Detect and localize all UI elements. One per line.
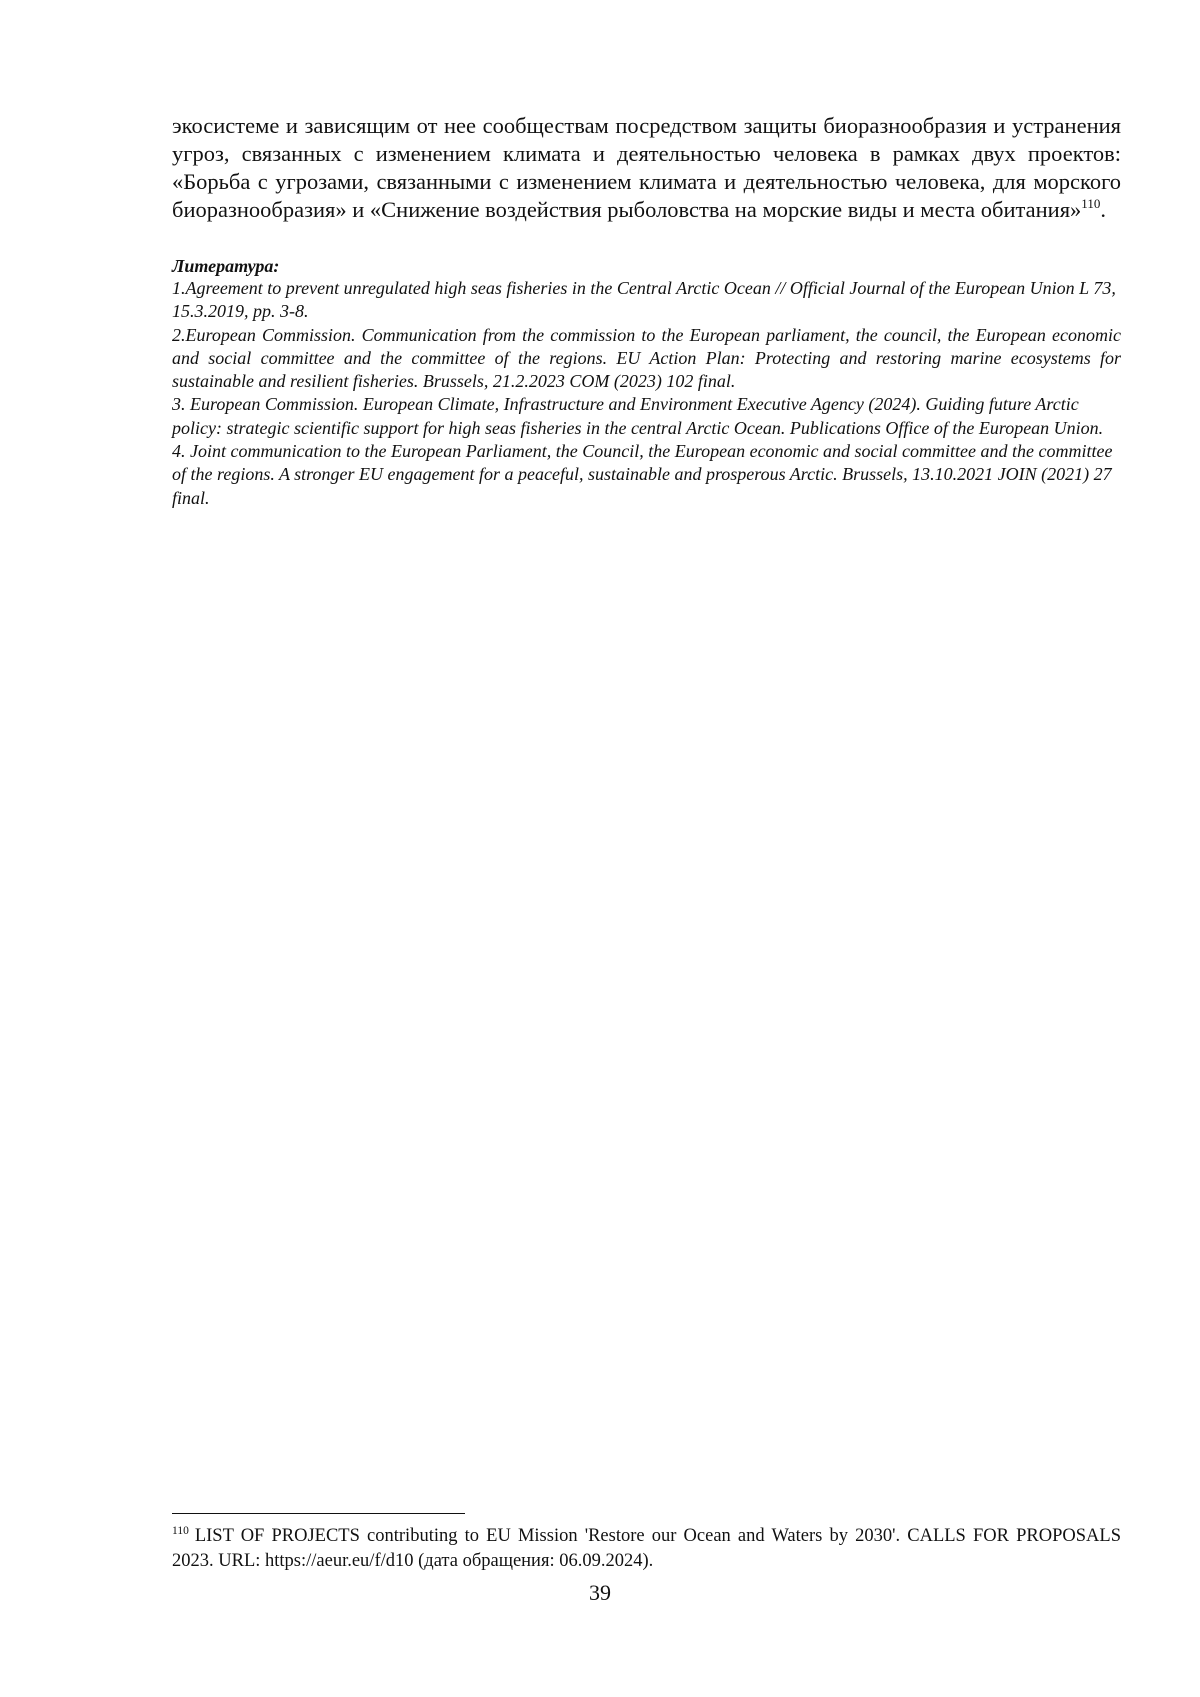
- references-section: [172, 255, 1121, 510]
- reference-item-1: 1.Agreement to prevent unregulated high seas fisheries in the Central Arctic Ocean // Official Journal of the European Union L 73, 15.3.2019, pp. 3-8.: [172, 278, 1116, 322]
- body-paragraph-end: .: [1100, 197, 1106, 222]
- reference-item-2: 2.European Commission. Communication from the commission to the European parliament, the council, the European economic and social committee and the committee of the regions. EU Action Plan: Protecting and restoring marine ecosystems for sustainable and resilient fisheries. Brussels, 21.2.2023 COM (2023) 102 final.: [172, 324, 1121, 392]
- footnote-reference[interactable]: 110: [1081, 196, 1101, 211]
- references-heading: Литература:: [172, 256, 280, 276]
- body-paragraph: [172, 112, 1121, 224]
- page-number: 39: [589, 1580, 611, 1605]
- footnote-text: LIST OF PROJECTS contributing to EU Mission 'Restore our Ocean and Waters by 2030'. CALLS FOR PROPOSALS 2023. URL: https://aeur.eu/f/d10 (дата обращения: 06.09.2024).: [172, 1526, 1121, 1571]
- footnote: [172, 1524, 1121, 1574]
- footnote-number: 110: [172, 1525, 189, 1537]
- reference-item-4: 4. Joint communication to the European Parliament, the Council, the European economic and social committee and the committee of the regions. A stronger EU engagement for a peaceful, sustainable and prosperous Arctic. Brussels, 13.10.2021 JOIN (2021) 27 final.: [172, 441, 1113, 508]
- reference-item-3: 3. European Commission. European Climate, Infrastructure and Environment Executive Agency (2024). Guiding future Arctic policy: strategic scientific support for high seas fisheries in the central Arctic Ocean. Publications Office of the European Union.: [172, 394, 1104, 438]
- body-paragraph-text: экосистеме и зависящим от нее сообществам посредством защиты биоразнообразия и устранения угроз, связанных с изменением климата и деятельностью человека в рамках двух проектов: «Борьба с угрозами, связанными с изменением климата и деятельностью человека, для морского биоразнообразия» и «Снижение воздействия рыболовства на морские виды и места обитания»: [172, 113, 1121, 222]
- footnote-separator: [172, 1513, 465, 1514]
